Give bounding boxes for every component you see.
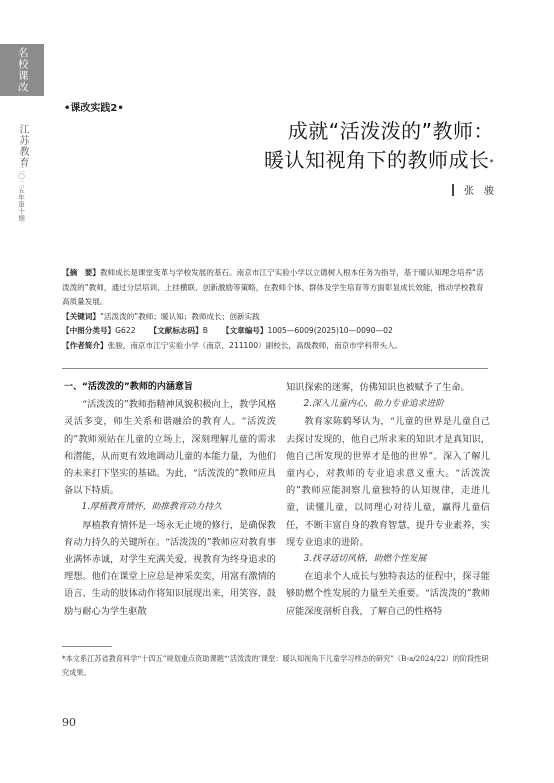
author-byline: [452, 182, 494, 197]
abstract-block: [62, 266, 488, 353]
classification-row: [62, 324, 488, 339]
title-line-1: 成就“活泼泼的”教师：: [287, 119, 494, 143]
body-paragraph: 在追求个人成长与独特表达的征程中，探寻能够助燃个性发展的力量至关重要。“活泼泼的”教师应能深度剖析自我，了解自己的性格特: [286, 571, 490, 617]
footnote-divider: [62, 646, 112, 647]
article-number-value: 1005—6009(2025)10—0090—02: [267, 326, 393, 335]
author-bio-paragraph: [62, 339, 488, 354]
page-number: 90: [62, 716, 76, 729]
keywords-label: 【关键词】: [62, 311, 100, 321]
subsection-heading-3: 3.找寻适切风格，助燃个性发展: [303, 554, 427, 565]
author-name: 张 骏: [464, 186, 494, 197]
abstract-paragraph: [62, 266, 488, 310]
title-footnote-mark: *: [489, 158, 494, 167]
doc-code-label: 【文献标志码】: [149, 326, 203, 335]
body-column-right: [286, 379, 490, 620]
body-paragraph: “活泼泼的”教师指精神风貌积极向上，教学风格灵活多变，师生关系和谐融洽的教育人。“活泼泼的”教师须站在儿童的立场上，深刻理解儿童的需求和潜能，从而更有效地调动儿童的本能力量，为他们的未来打下坚实的基础。为此，“活泼泼的”教师应具备以下特质。: [64, 399, 276, 497]
author-bio-text: 张骏，南京市江宁实验小学（南京，211100）副校长，高级教师，南京市学科带头人。: [107, 340, 403, 350]
title-line-2-text: 暖认知视角下的教师成长: [264, 148, 490, 172]
clc-item: [62, 324, 136, 339]
body-paragraph: 厚植教育情怀是一场永无止境的修行，是确保教育动力持久的关键所在。“活泼泼的”教师应对教育事业满怀赤诚，对学生充满关爱，视教育为终身追求的理想。他们在课堂上应总是神采奕奕，用富有激情的语言、生动的肢体动作将知识展现出来，用笑容、鼓励与耐心为学生驱散: [64, 519, 276, 617]
abstract-divider: [62, 368, 488, 369]
doc-code-value: B: [202, 326, 208, 335]
article-number-label: 【文章编号】: [221, 326, 268, 335]
column-tag: •课改实践2•: [64, 103, 124, 114]
abstract-text: 教师成长是课堂变革与学校发展的基石。南京市江宁实验小学以立德树人根本任务为指导，基于暖认知理念培养“活泼泼的”教师，通过分层培训、上挂横联、创新激励等策略，在教师个体、群体及学生培育等方面彰显成长效能，推动学校教育高质量发展。: [62, 268, 484, 306]
body-column-left: [64, 379, 276, 620]
keywords-text: “活泼泼的”教师；暖认知；教师成长；创新实践: [99, 311, 260, 321]
author-bio-label: 【作者简介】: [62, 340, 108, 350]
footnote: *本文系江苏省教育科学“十四五”规划重点资助课题“‘活泼泼的’课堂：暖认知视角下儿童学习样态的研究”（B-a/2024/22）的阶段性研究成果。: [62, 654, 489, 677]
author-bar: [452, 184, 454, 196]
journal-issue: 二〇二五年第十期: [17, 166, 25, 222]
abstract-label: 【摘 要】: [62, 268, 100, 277]
doc-code-item: [150, 324, 208, 339]
body-paragraph: 知识探索的迷雾，仿佛知识也被赋予了生命。: [286, 382, 470, 393]
clc-label: 【中图分类号】: [62, 326, 116, 335]
journal-name: 江苏教育: [17, 124, 28, 168]
section-tab: [0, 44, 44, 96]
clc-value: G622: [115, 326, 136, 335]
section-tab-label: 名校课改: [16, 47, 29, 93]
subsection-heading-1: 1.厚植教育情怀，助推教育动力持久: [81, 502, 222, 513]
keywords-paragraph: [62, 310, 488, 325]
article-number-item: [222, 324, 393, 339]
title-line-2: [264, 146, 494, 175]
subsection-heading-2: 2.深入儿童内心，助力专业追求进阶: [303, 399, 444, 410]
section-heading-1: 一、“活泼泼的”教师的内涵意旨: [64, 382, 193, 392]
body-paragraph: 教育家陈鹤琴认为，“儿童的世界是儿童自己去探讨发现的，他自己所求来的知识才是真知识，他自己所发现的世界才是他的世界”。深入了解儿童内心，对教师的专业追求意义重大。“活泼泼的”教师应能洞察儿童独特的认知规律，走进儿童，读懂儿童，以同理心对待儿童，赢得儿童信任，不断丰富自身的教育智慧，提升专业素养，实现专业追求的进阶。: [286, 416, 490, 548]
article-title: [264, 117, 494, 175]
